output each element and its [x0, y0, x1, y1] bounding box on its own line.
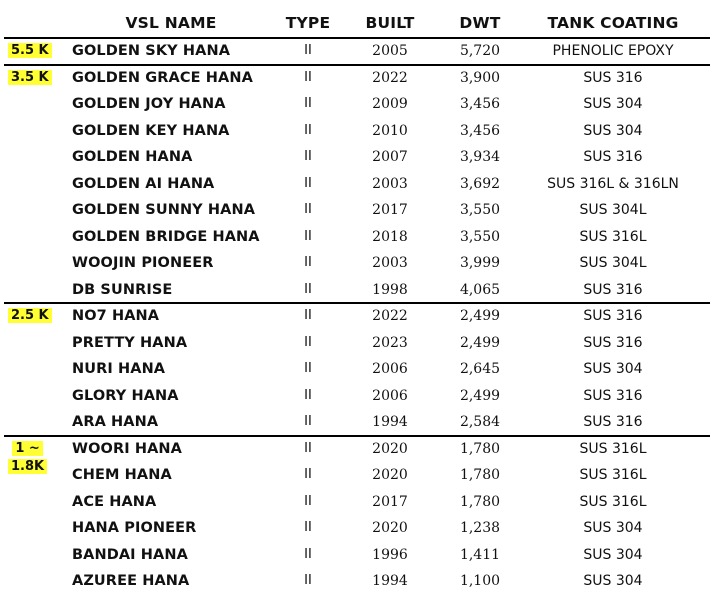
vessel-dwt: 3,550 [459, 202, 501, 218]
vessel-built: 2010 [372, 122, 408, 139]
vessel-type: II [304, 69, 312, 85]
vessel-dwt: 3,456 [459, 122, 501, 139]
table-row [0, 171, 714, 198]
vessel-built: 2018 [372, 228, 408, 245]
vessel-type: II [304, 334, 312, 350]
table-row [0, 303, 714, 330]
vessel-tank-coating: SUS 304 [583, 361, 643, 377]
vessel-type: II [304, 255, 312, 270]
table-row [0, 197, 714, 224]
vessel-dwt: 1,411 [459, 546, 501, 563]
vessel-built: 2003 [372, 175, 408, 192]
table-row [0, 356, 714, 383]
table-row [0, 436, 714, 463]
header-vsl-name: VSL NAME [125, 14, 217, 32]
vessel-type: II [304, 175, 312, 191]
vessel-dwt: 1,780 [459, 493, 501, 510]
vessel-name: GOLDEN KEY HANA [72, 122, 230, 139]
vessel-tank-coating: SUS 316 [583, 281, 643, 298]
vessel-tank-coating: SUS 316 [583, 414, 643, 430]
vessel-type: II [304, 122, 312, 138]
vessel-built: 2007 [372, 149, 408, 165]
vessel-tank-coating: SUS 304 [583, 573, 643, 589]
vessel-type: II [304, 414, 312, 429]
vessel-built: 2003 [372, 255, 408, 271]
vessel-name: GOLDEN HANA [72, 149, 193, 165]
vessel-built: 2022 [372, 308, 408, 324]
vessel-built: 2020 [372, 440, 408, 457]
table-row [0, 38, 714, 65]
vessel-tank-coating: SUS 304 [583, 520, 643, 536]
group-label [8, 440, 47, 476]
vessel-dwt: 4,065 [459, 281, 501, 298]
table-row [0, 409, 714, 436]
vessel-dwt: 3,900 [459, 69, 501, 86]
vessel-name: GOLDEN SUNNY HANA [72, 202, 256, 218]
vessel-dwt: 3,550 [459, 228, 501, 245]
vessel-dwt: 2,584 [459, 414, 501, 430]
vessel-name: ARA HANA [72, 414, 159, 430]
vessel-built: 2017 [372, 493, 408, 510]
vessel-dwt: 3,999 [459, 255, 501, 271]
table-row [0, 542, 714, 569]
header-type: TYPE [285, 14, 331, 32]
vessel-built: 2022 [372, 69, 408, 86]
vessel-name: NURI HANA [72, 361, 166, 377]
vessel-tank-coating: SUS 316L & 316LN [547, 175, 679, 192]
vessel-tank-coating: SUS 304 [583, 546, 643, 563]
vessel-name: GOLDEN JOY HANA [72, 96, 226, 112]
vessel-dwt: 1,780 [459, 467, 501, 483]
group-divider [4, 64, 710, 66]
header-rule [4, 37, 710, 39]
vessel-name: GOLDEN GRACE HANA [72, 69, 253, 86]
vessel-tank-coating: SUS 316L [579, 467, 647, 483]
vessel-type: II [304, 493, 312, 509]
vessel-name: WOORI HANA [72, 440, 182, 457]
group-label-text: 1 ~ 1.8K [8, 441, 47, 474]
vessel-tank-coating: SUS 304 [583, 122, 643, 139]
vessel-tank-coating: SUS 316 [583, 387, 643, 404]
vessel-dwt: 3,934 [459, 149, 501, 165]
vessel-name: ACE HANA [72, 493, 157, 510]
table-row [0, 568, 714, 595]
vessel-type: II [304, 546, 312, 562]
vessel-dwt: 1,780 [459, 440, 501, 457]
vessel-built: 2017 [372, 202, 408, 218]
group-divider [4, 302, 710, 304]
vessel-dwt: 3,456 [459, 96, 501, 112]
vessel-dwt: 1,100 [459, 573, 501, 589]
vessel-dwt: 5,720 [459, 43, 501, 59]
vessel-tank-coating: SUS 316 [583, 69, 643, 86]
vessel-tank-coating: SUS 316 [583, 149, 643, 165]
group-divider [4, 435, 710, 437]
vessel-built: 2023 [372, 334, 408, 351]
table-row [0, 65, 714, 92]
vessel-tank-coating: SUS 316L [579, 440, 647, 457]
table-row [0, 144, 714, 171]
vessel-built: 2020 [372, 467, 408, 483]
table-row [0, 330, 714, 357]
vessel-name: PRETTY HANA [72, 334, 188, 351]
header-tank-coating: TANK COATING [547, 14, 679, 32]
vessel-name: NO7 HANA [72, 308, 160, 324]
vessel-built: 1996 [372, 546, 408, 563]
vessel-tank-coating: SUS 316 [583, 308, 643, 324]
vessel-type: II [304, 520, 312, 535]
vessel-built: 1994 [372, 573, 408, 589]
vessel-name: HANA PIONEER [72, 520, 197, 536]
vessel-type: II [304, 573, 312, 588]
vessel-built: 1994 [372, 414, 408, 430]
vessel-dwt: 2,499 [459, 334, 501, 351]
table-row [0, 277, 714, 304]
vessel-name: DB SUNRISE [72, 281, 173, 298]
vessel-built: 2009 [372, 96, 408, 112]
header-dwt: DWT [459, 14, 501, 32]
table-row [0, 250, 714, 277]
vessel-dwt: 2,499 [459, 308, 501, 324]
vessel-dwt: 2,645 [459, 361, 501, 377]
vessel-name: AZUREE HANA [72, 573, 190, 589]
vessel-type: II [304, 96, 312, 111]
vessel-built: 2006 [372, 387, 408, 404]
vessel-name: GOLDEN SKY HANA [72, 43, 231, 59]
vessel-type: II [304, 308, 312, 323]
vessel-type: II [304, 361, 312, 376]
vessel-built: 1998 [372, 281, 408, 298]
vessel-name: BANDAI HANA [72, 546, 188, 563]
vessel-tank-coating: SUS 316L [579, 228, 647, 245]
vessel-type: II [304, 467, 312, 482]
table-row [0, 515, 714, 542]
vessel-name: GOLDEN BRIDGE HANA [72, 228, 260, 245]
vessel-type: II [304, 149, 312, 164]
group-label [8, 42, 52, 60]
group-label-text: 2.5 K [8, 308, 52, 323]
vessel-tank-coating: SUS 304L [579, 255, 647, 271]
vessel-tank-coating: PHENOLIC EPOXY [552, 43, 674, 59]
table-row [0, 383, 714, 410]
vessel-type: II [304, 440, 312, 456]
vessel-type: II [304, 387, 312, 403]
vessel-tank-coating: SUS 304L [579, 202, 647, 218]
header-built: BUILT [365, 14, 415, 32]
vessel-built: 2006 [372, 361, 408, 377]
vessel-tank-coating: SUS 316L [579, 493, 647, 510]
vessel-built: 2020 [372, 520, 408, 536]
table-row [0, 489, 714, 516]
table-row [0, 91, 714, 118]
vessel-name: CHEM HANA [72, 467, 172, 483]
group-label-text: 3.5 K [8, 70, 52, 85]
vessel-tank-coating: SUS 304 [583, 96, 643, 112]
vessel-name: WOOJIN PIONEER [72, 255, 214, 271]
group-label-text: 5.5 K [8, 43, 52, 58]
vessel-type: II [304, 43, 312, 58]
vessel-dwt: 1,238 [459, 520, 501, 536]
vessel-name: GLORY HANA [72, 387, 179, 404]
table-row [0, 118, 714, 145]
vessel-name: GOLDEN AI HANA [72, 175, 215, 192]
vessel-built: 2005 [372, 43, 408, 59]
vessel-type: II [304, 202, 312, 217]
vessel-dwt: 3,692 [459, 175, 501, 192]
vessel-type: II [304, 228, 312, 244]
table-row [0, 462, 714, 489]
vessel-type: II [304, 281, 312, 297]
group-label [8, 69, 52, 87]
vessel-dwt: 2,499 [459, 387, 501, 404]
table-row [0, 224, 714, 251]
vessel-tank-coating: SUS 316 [583, 334, 643, 351]
group-label [8, 307, 52, 325]
